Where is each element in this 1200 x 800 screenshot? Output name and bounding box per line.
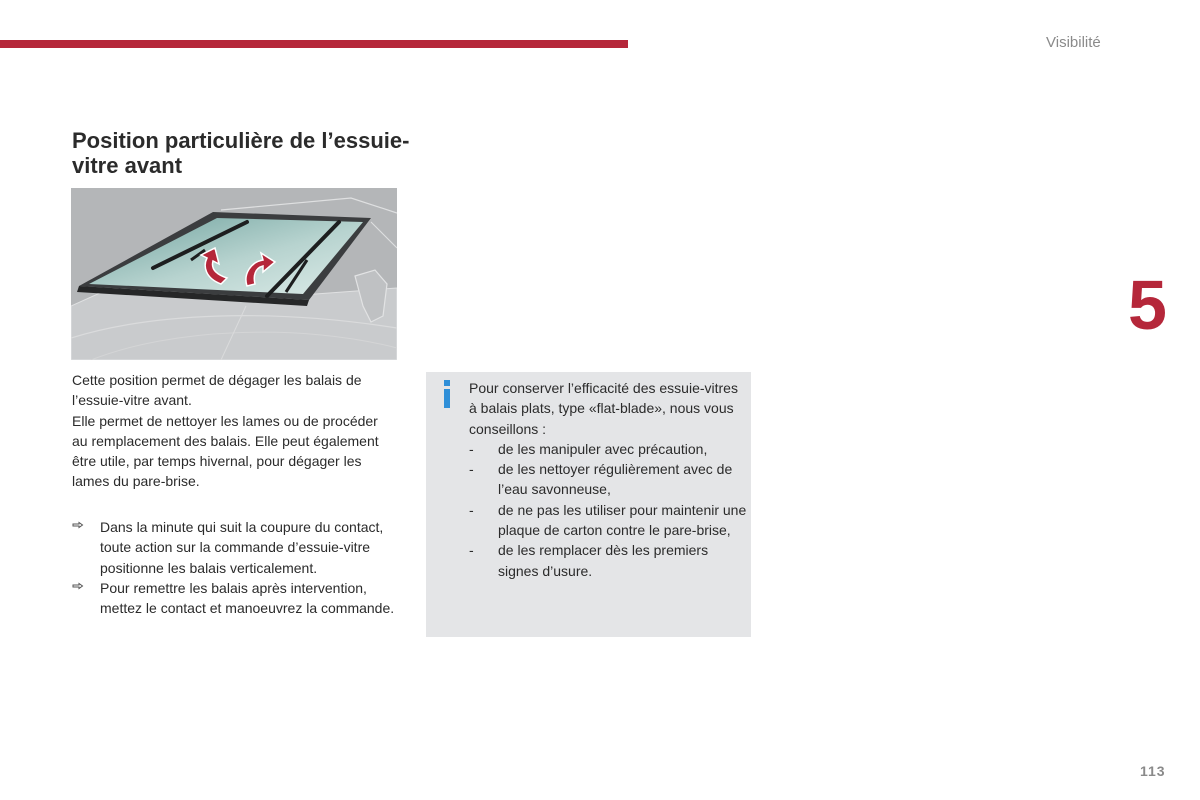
intro-text — [72, 370, 397, 492]
instruction-text: Dans la minute qui suit la coupure du contact, toute action sur la commande d’essuie-vitre positionne les balais verticalement. — [100, 519, 384, 576]
info-icon — [441, 380, 453, 408]
advice-text: de ne pas les utiliser pour maintenir une plaque de carton contre le pare-brise, — [498, 501, 747, 539]
instruction-item — [72, 517, 400, 578]
intro-paragraph: Cette position permet de dégager les balais de l’essuie-vitre avant. — [72, 372, 362, 409]
section-label: Visibilité — [1046, 34, 1101, 51]
instruction-item — [72, 578, 400, 619]
advice-item — [469, 439, 747, 459]
dash-marker: - — [469, 542, 474, 559]
info-intro: Pour conserver l’efficacité des essuie-vitres à balais plats, type «flat-blade», nous vous conseillons : — [469, 380, 738, 437]
header-accent-bar — [0, 40, 628, 48]
page-number: 113 — [1140, 763, 1166, 779]
instruction-list — [72, 517, 400, 618]
advice-text: de les remplacer dès les premiers signes d’usure. — [498, 542, 709, 579]
pointing-hand-icon — [72, 519, 84, 531]
section-title: Position particulière de l’essuie-vitre avant — [72, 128, 410, 178]
dash-marker: - — [469, 440, 474, 457]
info-box — [426, 372, 751, 637]
advice-list — [469, 439, 747, 581]
windscreen-wiper-illustration — [71, 188, 397, 360]
pointing-hand-icon — [72, 580, 84, 592]
advice-item — [469, 540, 747, 581]
info-text — [469, 378, 747, 581]
dash-marker: - — [469, 501, 474, 518]
advice-text: de les nettoyer régulièrement avec de l’eau savonneuse, — [498, 461, 733, 498]
instruction-text: Pour remettre les balais après intervention, mettez le contact et manoeuvrez la commande. — [100, 579, 395, 617]
chapter-number: 5 — [1128, 266, 1167, 344]
advice-text: de les manipuler avec précaution, — [498, 440, 708, 457]
advice-item — [469, 500, 747, 541]
dash-marker: - — [469, 461, 474, 478]
advice-item — [469, 459, 747, 500]
intro-paragraph: Elle permet de nettoyer les lames ou de procéder au remplacement des balais. Elle peut également être utile, par temps hivernal, pour dégager les lames du pare-brise. — [72, 412, 379, 490]
